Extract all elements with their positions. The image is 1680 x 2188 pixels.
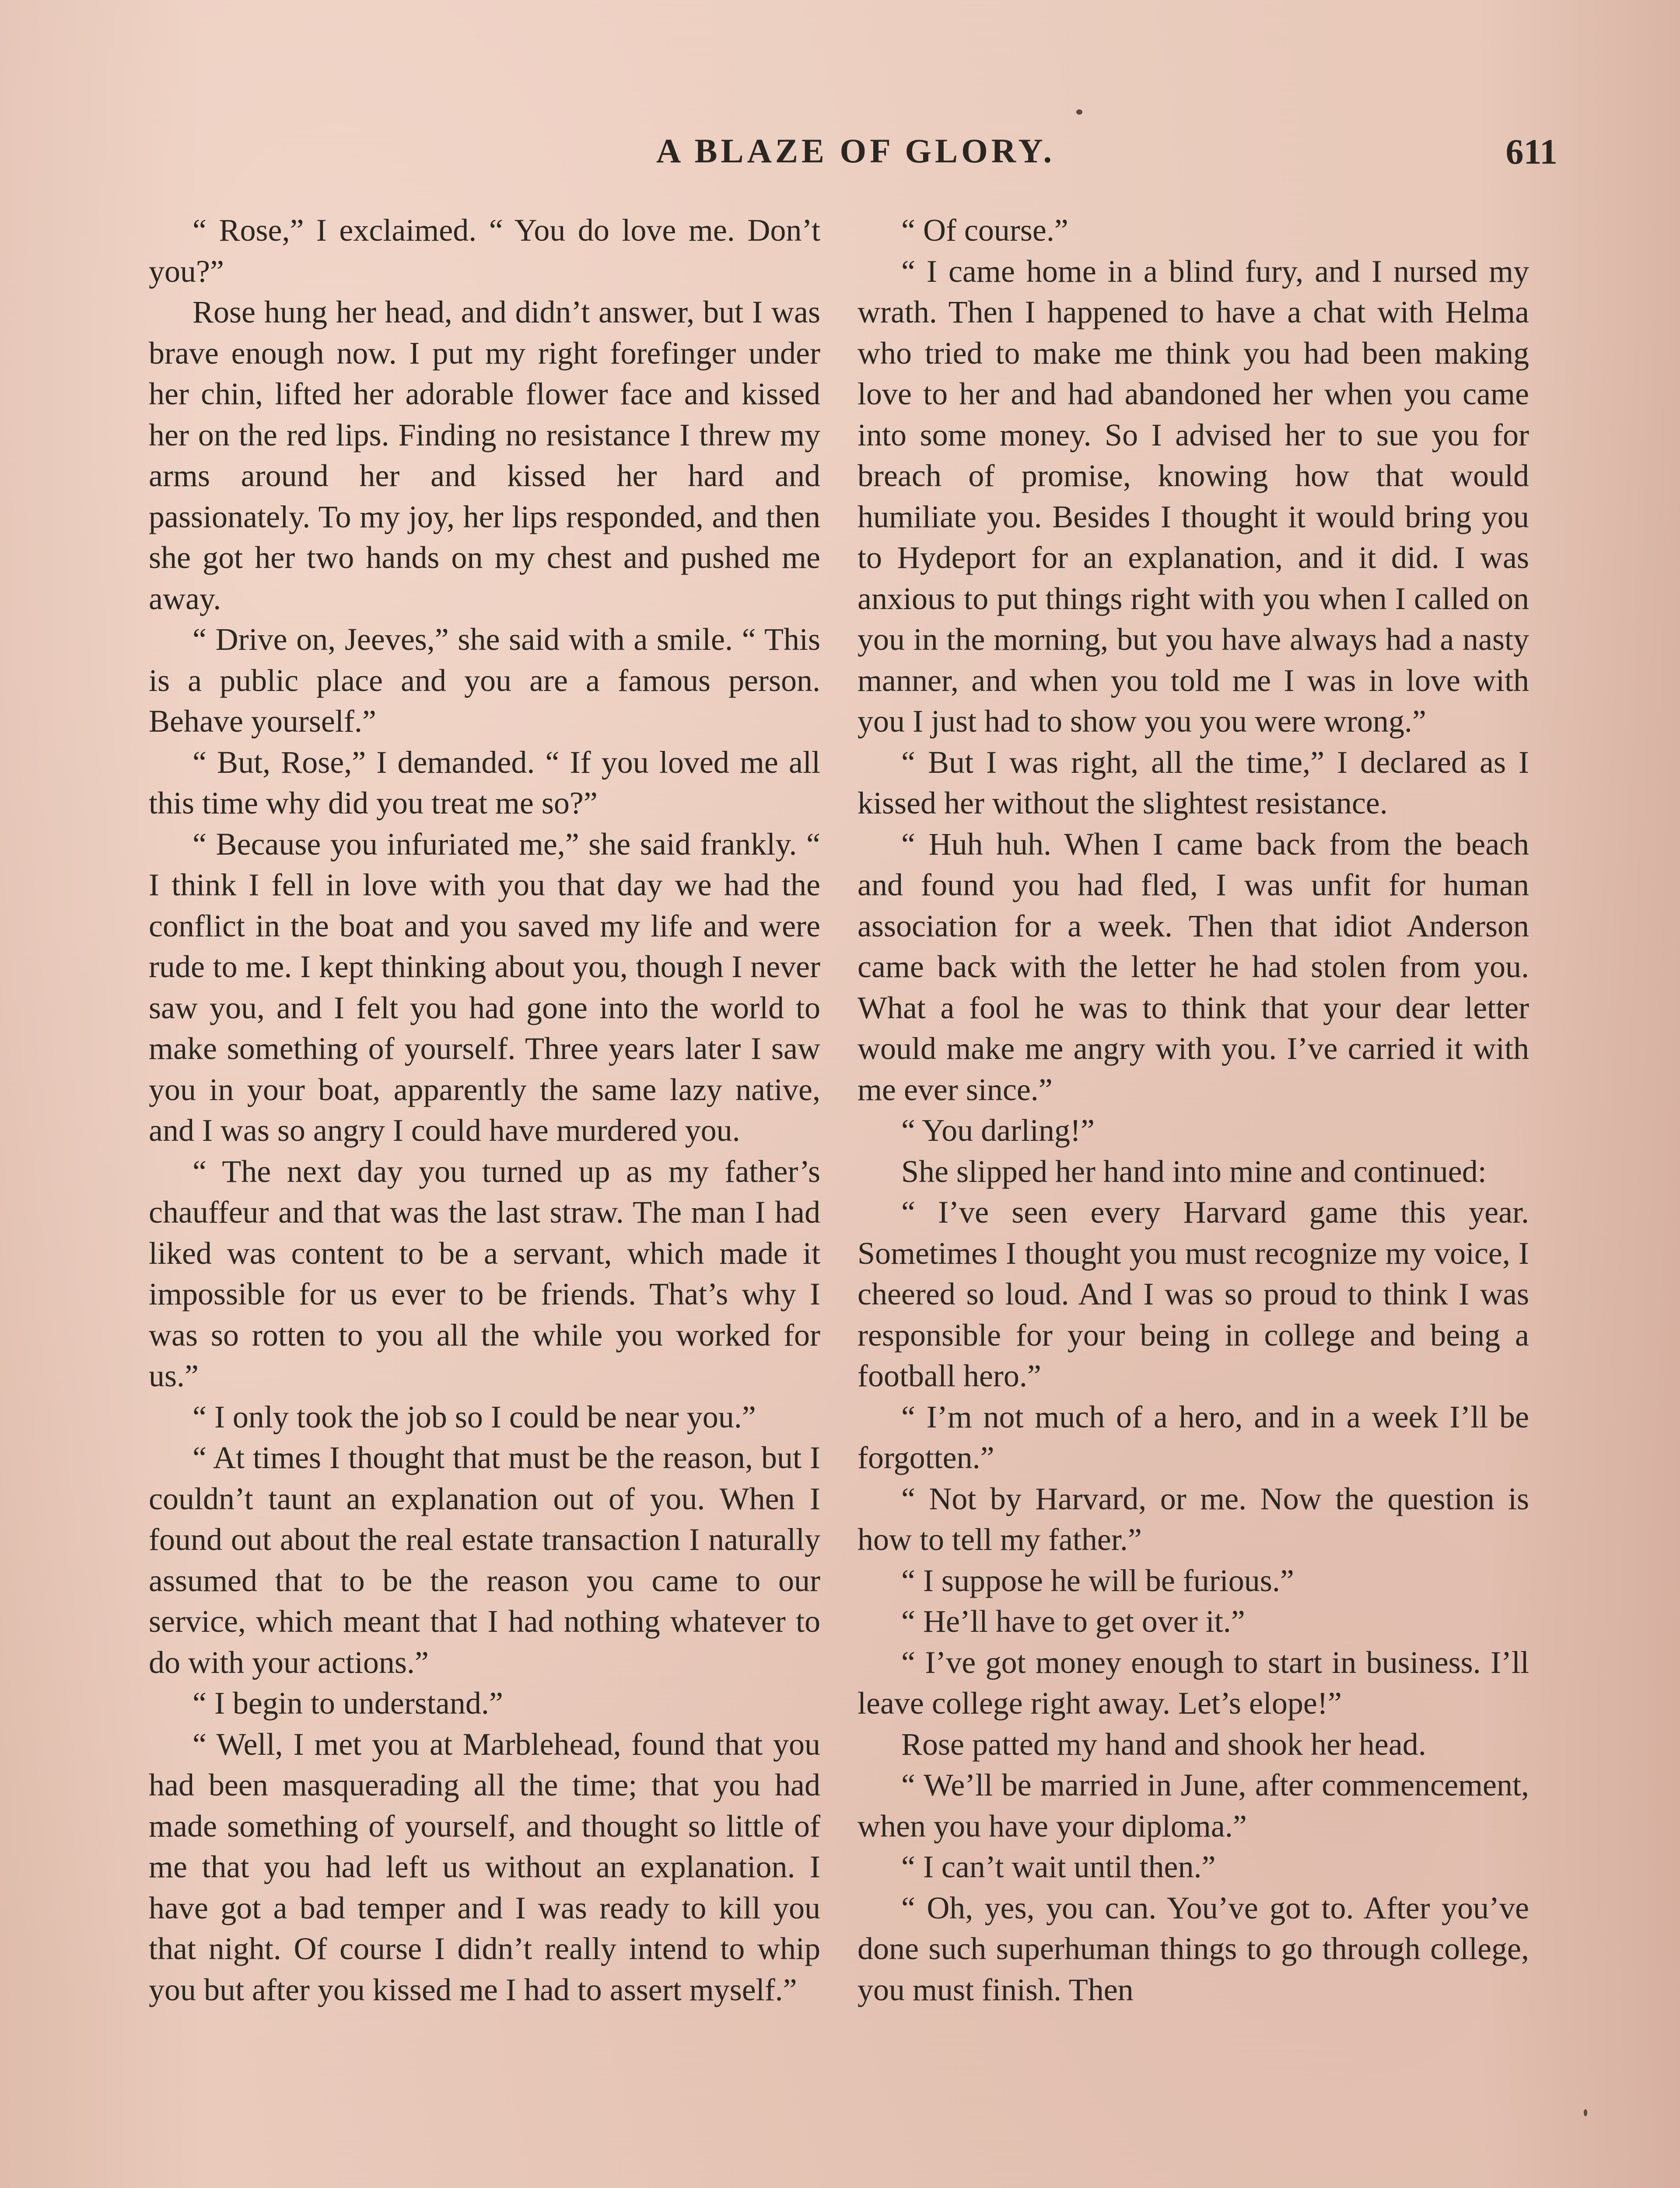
paragraph: “ I’ve got money enough to start in business. I’ll leave college right away. Let’s elope!” [858, 1645, 1529, 1721]
page-number: 611 [1505, 132, 1558, 172]
paragraph: “ I’m not much of a hero, and in a week I’ll be forgotten.” [858, 1399, 1529, 1475]
paper-speck [1076, 109, 1082, 115]
paragraph: “ We’ll be married in June, after commencement, when you have your diploma.” [858, 1767, 1529, 1844]
paragraph: “ Of course.” [901, 213, 1068, 248]
paragraph: “ I only took the job so I could be near you.” [192, 1399, 756, 1434]
paragraph: “ I begin to understand.” [192, 1686, 503, 1721]
paragraph: “ Because you infuriated me,” she said frankly. “ I think I fell in love with you that day we had the conflict in the boat and you saved my life and were rude to me. I kept thinking about you, though I never saw you, and I felt you had gone into the world to make something of yourself. Three years later I saw you in your boat, apparently the same lazy native, and I was so angry I could have murdered you. [149, 826, 820, 1148]
paragraph: “ Rose,” I exclaimed. “ You do love me. Don’t you?” [149, 213, 820, 289]
paragraph: Rose patted my hand and shook her head. [901, 1726, 1426, 1762]
paragraph: “ You darling!” [901, 1113, 1095, 1148]
paragraph: “ Well, I met you at Marblehead, found that you had been masquerading all the time; that you had made something of yourself, and thought so little of me that you had left us without an explanation. I have got a bad temper and I was ready to kill you that night. Of course I didn’t really intend to whip you but after you kissed me I had to assert myself.” [149, 1726, 820, 2007]
paragraph: “ I suppose he will be furious.” [901, 1563, 1294, 1598]
paragraph: “ Huh huh. When I came back from the beach and found you had fled, I was unfit for human association for a week. Then that idiot Anderson came back with the letter he had stolen from you. What a fool he was to think that your dear letter would make me angry with you. I’ve carried it with me ever since.” [858, 826, 1529, 1107]
paragraph: “ The next day you turned up as my father’s chauffeur and that was the last straw. The man I had liked was content to be a servant, which made it impossible for us ever to be friends. That’s why I was so rotten to you all the while you worked for us.” [149, 1154, 820, 1393]
paragraph: “ Drive on, Jeeves,” she said with a smile. “ This is a public place and you are a famous person. Behave yourself.” [149, 622, 820, 739]
paragraph: “ He’ll have to get over it.” [901, 1604, 1245, 1639]
paragraph: She slipped her hand into mine and continued: [901, 1154, 1487, 1189]
page-header [656, 131, 1558, 188]
paragraph: “ Oh, yes, you can. You’ve got to. After you’ve done such superhuman things to go through college, you must finish. Then [858, 1890, 1529, 2007]
paragraph: Rose hung her head, and didn’t answer, but I was brave enough now. I put my right forefinger under her chin, lifted her adorable flower face and kissed her on the red lips. Finding no resistance I threw my arms around her and kissed her hard and passionately. To my joy, her lips responded, and then she got her two hands on my chest and pushed me away. [149, 295, 820, 616]
left-column [149, 210, 820, 2010]
paragraph: “ I can’t wait until then.” [901, 1849, 1216, 1884]
paper-speck [1584, 2109, 1587, 2116]
running-title: A BLAZE OF GLORY. [656, 132, 1056, 170]
paragraph: “ At times I thought that must be the reason, but I couldn’t taunt an explanation out of you. When I found out about the real estate transaction I naturally assumed that to be the reason you came to our service, which meant that I had nothing whatever to do with your actions.” [149, 1440, 820, 1680]
paragraph: “ I came home in a blind fury, and I nursed my wrath. Then I happened to have a chat with Helma who tried to make me think you had been making love to her and had abandoned her when you came into some money. So I advised her to sue you for breach of promise, knowing how that would humiliate you. Besides I thought it would bring you to Hydeport for an explanation, and it did. I was anxious to put things right with you when I called on you in the morning, but you have always had a nasty manner, and when you told me I was in love with you I just had to show you you were wrong.” [858, 253, 1529, 739]
paragraph: “ Not by Harvard, or me. Now the question is how to tell my father.” [858, 1481, 1529, 1557]
paragraph: “ I’ve seen every Harvard game this year. Sometimes I thought you must recognize my voice, I cheered so loud. And I was so proud to think I was responsible for your being in college and being a football hero.” [858, 1195, 1529, 1393]
paragraph: “ But I was right, all the time,” I declared as I kissed her without the slightest resistance. [858, 744, 1529, 820]
paragraph: “ But, Rose,” I demanded. “ If you loved me all this time why did you treat me so?” [149, 744, 820, 820]
right-column [858, 210, 1529, 2010]
